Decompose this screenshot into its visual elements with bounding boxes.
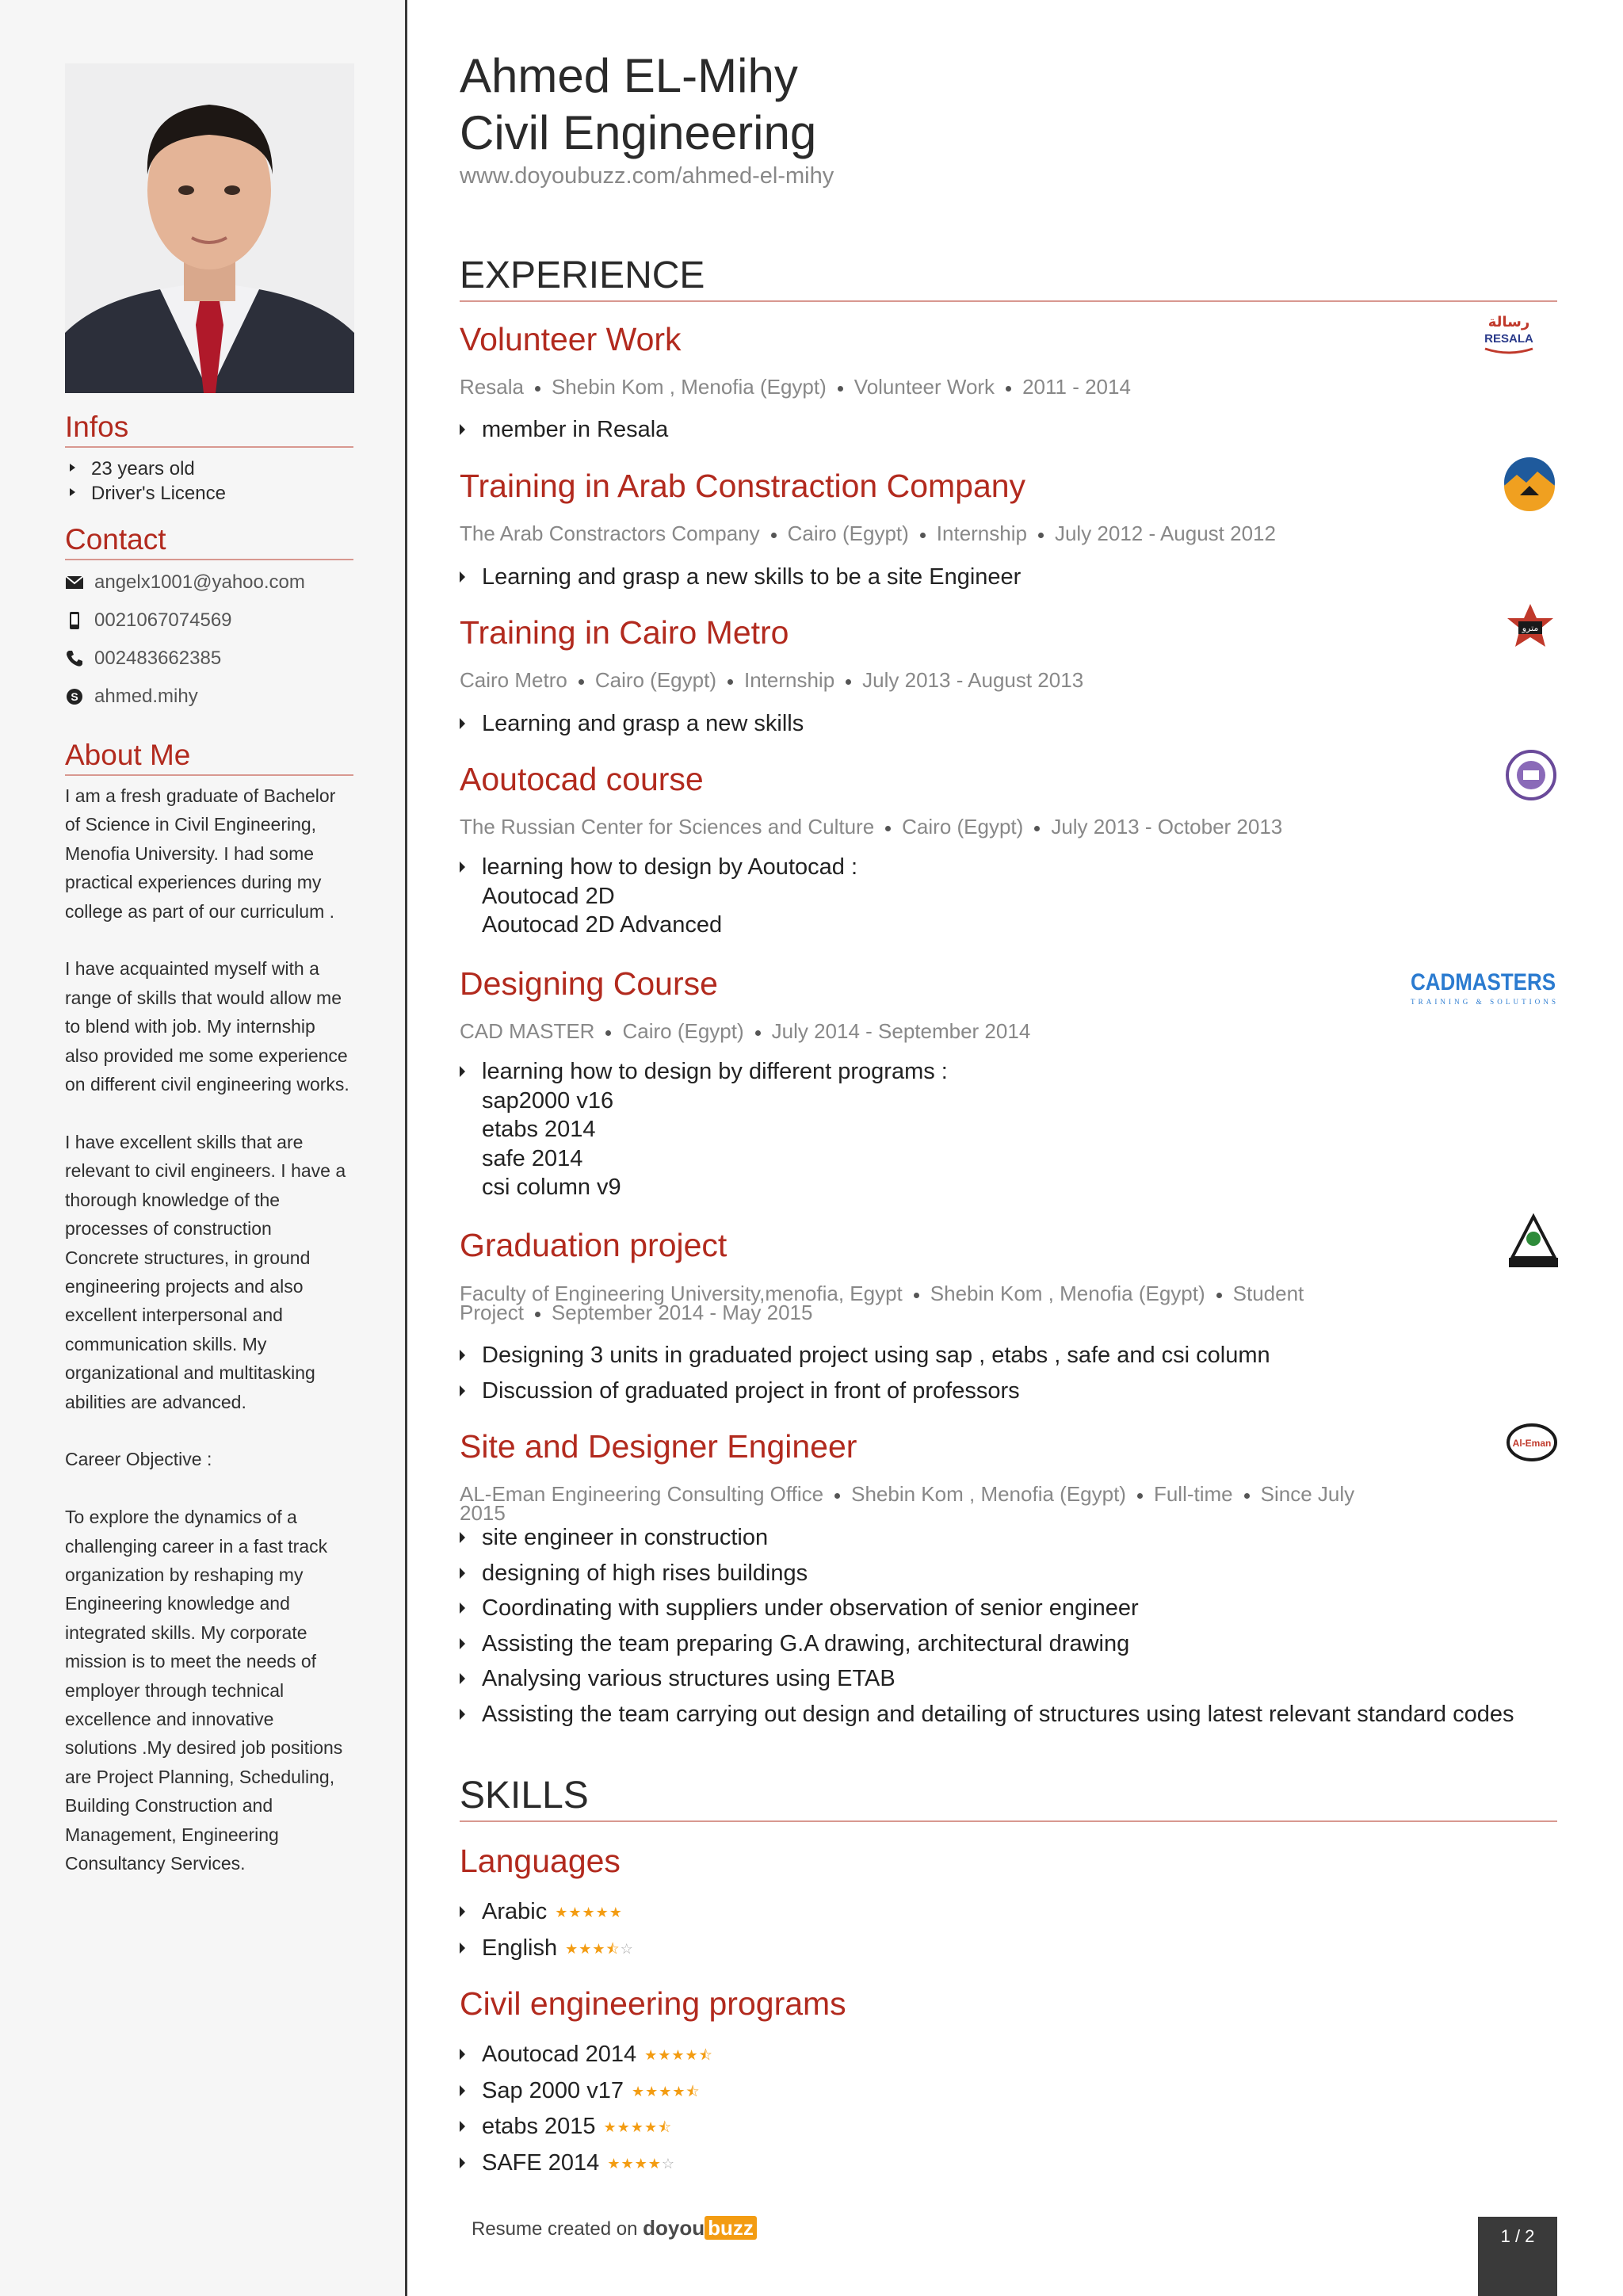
rating-stars <box>632 2084 701 2099</box>
rating-stars <box>555 1904 623 1920</box>
job-location: Shebin Kom , Menofia (Egypt) <box>551 375 827 399</box>
svg-text:RESALA: RESALA <box>1484 332 1533 346</box>
separator-dot <box>579 679 584 685</box>
rating-stars <box>644 2047 713 2063</box>
separator-dot <box>1216 1293 1222 1298</box>
rating-stars <box>565 1941 634 1957</box>
skype-text: ahmed.mihy <box>94 686 198 707</box>
brand-part-b: buzz <box>705 2216 757 2240</box>
job-meta <box>460 1284 1371 1322</box>
job-organization: Cairo Metro <box>460 668 567 692</box>
resala-logo <box>1477 309 1541 362</box>
envelope-icon <box>65 574 84 591</box>
skill-name: Arabic <box>482 1899 548 1924</box>
skill-item <box>460 2109 713 2145</box>
job-organization: CAD MASTER <box>460 1019 595 1043</box>
separator-dot <box>605 1030 611 1036</box>
page-number: 1 / 2 <box>1478 2217 1557 2296</box>
separator-dot <box>727 679 733 685</box>
list-item: Discussion of graduated project in front of professors <box>460 1373 1270 1409</box>
skill-group-title: Languages <box>460 1843 621 1879</box>
job-title: Training in Cairo Metro <box>460 614 789 651</box>
job-dates: Since July 2015 <box>460 1482 1355 1525</box>
header-name-block <box>460 48 816 162</box>
job-meta <box>460 521 1371 545</box>
job-location: Shebin Kom , Menofia (Egypt) <box>930 1282 1205 1305</box>
svg-text:Al-Eman: Al-Eman <box>1512 1438 1552 1449</box>
job-duties <box>460 1054 948 1202</box>
job-meta <box>460 1019 1371 1043</box>
job-title: Training in Arab Constraction Company <box>460 468 1026 504</box>
skills-heading: SKILLS <box>460 1775 1557 1822</box>
star-icon: ☆ <box>620 1940 634 1957</box>
list-item: Learning and grasp a new skills to be a site Engineer <box>460 560 1021 595</box>
star-icon: ★ <box>582 1904 596 1921</box>
skill-list <box>460 2037 713 2181</box>
star-icon: ★ <box>603 2119 617 2136</box>
footer-text: Resume created on <box>472 2218 638 2240</box>
star-icon: ★ <box>671 2047 685 2064</box>
job-location: Shebin Kom , Menofia (Egypt) <box>851 1482 1126 1506</box>
svg-text:مترو: مترو <box>1522 623 1539 633</box>
profile-url[interactable]: www.doyoubuzz.com/ahmed-el-mihy <box>460 163 834 189</box>
skill-name: SAFE 2014 <box>482 2149 600 2176</box>
star-icon: ★ <box>592 1940 606 1957</box>
rating-stars <box>604 2119 673 2135</box>
skill-item <box>460 2037 713 2073</box>
separator-dot <box>771 533 777 538</box>
job-organization: AL-Eman Engineering Consulting Office <box>460 1482 824 1506</box>
job-organization: Faculty of Engineering University,menofia, Egypt <box>460 1282 903 1305</box>
star-icon: ★ <box>630 2119 644 2136</box>
footer <box>472 2216 757 2241</box>
skill-name: etabs 2015 <box>482 2114 596 2140</box>
job-dates: July 2012 - August 2012 <box>1054 521 1276 545</box>
star-icon: ★ <box>609 1904 623 1921</box>
skill-list <box>460 1894 634 1966</box>
star-icon: ⯪ <box>698 2047 713 2064</box>
svg-text:رسالة: رسالة <box>1487 314 1530 330</box>
list-item: Assisting the team carrying out design and detailing of structures using latest relevant standard codes <box>460 1697 1514 1733</box>
star-icon: ★ <box>634 2155 648 2172</box>
job-duties <box>460 706 804 742</box>
russian-center-logo <box>1506 750 1556 804</box>
job-location: Cairo (Egypt) <box>902 815 1024 839</box>
job-dates: July 2014 - September 2014 <box>771 1019 1031 1043</box>
skill-name: English <box>482 1935 558 1961</box>
separator-dot <box>1034 826 1040 831</box>
job-duties <box>460 1520 1514 1732</box>
separator-dot <box>914 1293 919 1298</box>
cad-masters-logo <box>1411 961 1557 1011</box>
info-age: 23 years old <box>65 457 226 481</box>
profile-photo <box>65 63 354 393</box>
about-text: I am a fresh graduate of Bachelor of Science in Civil Engineering, Menofia University. I had some practical experiences during my college as part of our curriculum . I have acquainted myself with a range of skills that would allow me to blend with job. My internship also provided me some experience on different civil engineering works. I have excellent skills that are relevant to civil engineers. I have a thorough knowledge of the processes of construction Concrete structures, in ground engineering projects and also excellent interpersonal and communication skills. My organizational and multitasking abilities are advanced. Career Objective : To explore the dynamics of a challenging career in a fast track organization by reshaping my Engineering knowledge and integrated skills. My corporate mission is to meet the needs of employer through technical excellence and innovative solutions .My desired job positions are Project Planning, Scheduling, Building Construction and Management, Engineering Consultancy Services. <box>65 785 349 1874</box>
job-location: Cairo (Egypt) <box>594 668 716 692</box>
person-name: Ahmed EL-Mihy <box>460 49 798 102</box>
star-icon: ★ <box>659 2083 673 2099</box>
phone-icon <box>65 650 84 667</box>
doyoubuzz-logo[interactable] <box>643 2216 757 2240</box>
list-item: site engineer in construction <box>460 1520 1514 1556</box>
job-duties <box>460 1338 1270 1408</box>
list-item-text: learning how to design by Aoutocad : Aoutocad 2D Aoutocad 2D Advanced <box>482 854 857 938</box>
svg-text:CADMASTERS: CADMASTERS <box>1411 969 1556 995</box>
star-icon: ⯪ <box>685 2083 701 2099</box>
job-type: Internship <box>743 668 835 692</box>
job-dates: July 2013 - August 2013 <box>862 668 1084 692</box>
list-item: member in Resala <box>460 412 668 448</box>
email-text[interactable]: angelx1001@yahoo.com <box>94 571 305 593</box>
job-organization: The Arab Constractors Company <box>460 521 760 545</box>
job-dates: September 2014 - May 2015 <box>551 1301 813 1324</box>
mobile-phone-icon <box>65 612 84 629</box>
job-type: Full-time <box>1153 1482 1233 1506</box>
skill-item <box>460 2073 713 2110</box>
job-type: Student Project <box>460 1282 1304 1324</box>
separator-dot <box>535 1312 540 1317</box>
job-type: Volunteer Work <box>854 375 995 399</box>
contact-heading: Contact <box>65 523 353 560</box>
star-icon: ★ <box>595 1904 609 1921</box>
job-dates: 2011 - 2014 <box>1022 375 1131 399</box>
faculty-engineering-logo <box>1509 1215 1558 1273</box>
svg-text:S: S <box>71 690 78 703</box>
job-meta <box>460 815 1371 839</box>
skype-icon <box>65 688 84 705</box>
skill-group-title: Civil engineering programs <box>460 1985 846 2022</box>
job-meta <box>460 375 1371 399</box>
star-icon: ★ <box>555 1904 569 1921</box>
star-icon: ★ <box>644 2047 659 2064</box>
separator-dot <box>920 533 926 538</box>
list-item <box>460 850 857 940</box>
job-meta <box>460 670 1371 690</box>
job-location: Cairo (Egypt) <box>787 521 909 545</box>
separator-dot <box>1244 1493 1250 1499</box>
phone-text: 002483662385 <box>94 648 222 669</box>
arab-contractors-logo <box>1503 456 1556 514</box>
about-heading: About Me <box>65 739 353 776</box>
star-icon: ⯪ <box>605 1940 621 1957</box>
job-title: Volunteer Work <box>460 321 682 357</box>
job-duties <box>460 560 1021 595</box>
star-icon: ★ <box>607 2155 621 2172</box>
info-licence: Driver's Licence <box>65 481 226 506</box>
skill-name: Aoutocad 2014 <box>482 2042 637 2067</box>
experience-heading: EXPERIENCE <box>460 255 1557 302</box>
separator-dot <box>838 386 843 392</box>
separator-dot <box>846 679 851 685</box>
job-title: Aoutocad course <box>460 761 704 797</box>
separator-dot <box>1137 1493 1143 1499</box>
list-item: Assisting the team preparing G.A drawing, architectural drawing <box>460 1626 1514 1662</box>
star-icon: ★ <box>617 2119 631 2136</box>
job-dates: July 2013 - October 2013 <box>1051 815 1283 839</box>
star-icon: ★ <box>621 2155 635 2172</box>
star-icon: ★ <box>565 1940 579 1957</box>
separator-dot <box>834 1493 840 1499</box>
job-location: Cairo (Egypt) <box>622 1019 744 1043</box>
sidebar-divider <box>405 0 407 2296</box>
list-item: Learning and grasp a new skills <box>460 706 804 742</box>
job-title: Designing Course <box>460 965 718 1002</box>
star-icon: ⯪ <box>658 2119 673 2136</box>
star-icon: ★ <box>643 2119 659 2136</box>
svg-text:TRAINING & SOLUTIONS: TRAINING & SOLUTIONS <box>1411 998 1556 1006</box>
star-icon: ★ <box>647 2155 662 2172</box>
separator-dot <box>885 826 891 831</box>
infos-list <box>65 457 226 506</box>
rating-stars <box>607 2156 675 2172</box>
person-profession: Civil Engineering <box>460 106 817 159</box>
skill-item <box>460 1931 634 1967</box>
star-icon: ★ <box>579 1940 593 1957</box>
job-title: Graduation project <box>460 1227 727 1263</box>
job-type: Internship <box>936 521 1027 545</box>
list-item: Coordinating with suppliers under observation of senior engineer <box>460 1591 1514 1626</box>
job-organization: Resala <box>460 375 524 399</box>
separator-dot <box>755 1030 761 1036</box>
list-item-text: learning how to design by different programs : sap2000 v16 etabs 2014 safe 2014 csi column v9 <box>482 1059 948 1201</box>
separator-dot <box>1006 386 1011 392</box>
al-eman-logo <box>1506 1421 1558 1468</box>
job-meta <box>460 1482 1371 1525</box>
brand-part-a: doyou <box>643 2216 705 2240</box>
list-item <box>460 1054 948 1202</box>
separator-dot <box>535 386 540 392</box>
skill-item <box>460 2145 713 2182</box>
job-organization: The Russian Center for Sciences and Culture <box>460 815 875 839</box>
list-item: Analysing various structures using ETAB <box>460 1661 1514 1697</box>
star-icon: ★ <box>685 2047 699 2064</box>
star-icon: ★ <box>645 2083 659 2099</box>
star-icon: ★ <box>568 1904 582 1921</box>
list-item: Designing 3 units in graduated project using sap , etabs , safe and csi column <box>460 1338 1270 1373</box>
star-icon: ★ <box>631 2083 646 2099</box>
job-duties <box>460 412 668 448</box>
job-title: Site and Designer Engineer <box>460 1428 857 1465</box>
star-icon: ☆ <box>661 2155 676 2172</box>
list-item: designing of high rises buildings <box>460 1556 1514 1591</box>
skill-name: Sap 2000 v17 <box>482 2077 624 2103</box>
star-icon: ★ <box>672 2083 686 2099</box>
infos-heading: Infos <box>65 411 353 448</box>
skill-item <box>460 1894 634 1931</box>
mobile-text: 0021067074569 <box>94 609 232 631</box>
star-icon: ★ <box>658 2047 672 2064</box>
separator-dot <box>1038 533 1044 538</box>
job-duties <box>460 850 857 940</box>
cairo-metro-logo <box>1504 602 1556 659</box>
